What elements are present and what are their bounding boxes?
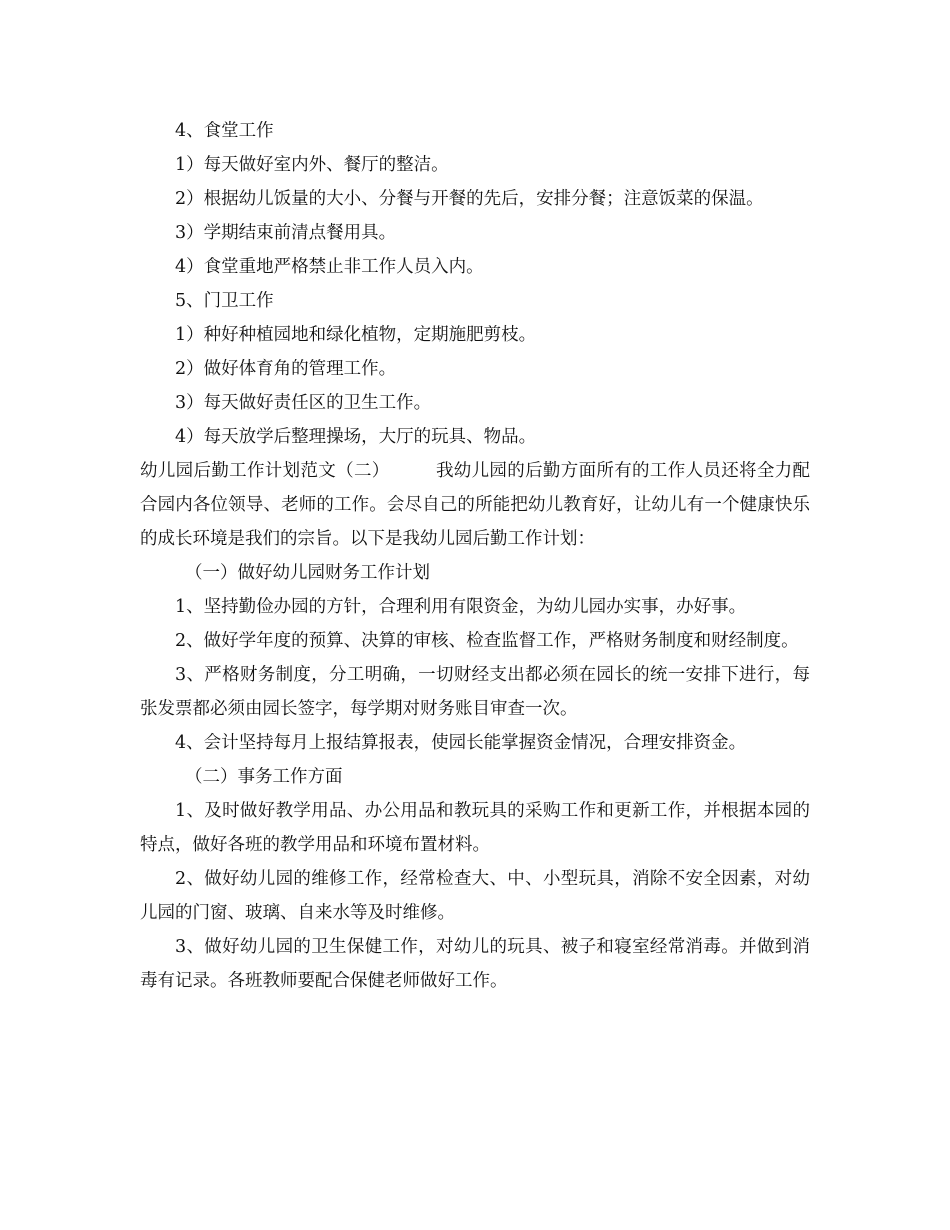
list-item: 1）种好种植园地和绿化植物，定期施肥剪枝。 xyxy=(175,325,537,345)
list-item: 3）每天做好责任区的卫生工作。 xyxy=(175,393,432,413)
list-item: 3、做好幼儿园的卫生保健工作，对幼儿的玩具、被子和寝室经常消毒。并做到消毒有记录。各班教师要配合保健老师做好工作。 xyxy=(140,937,810,991)
list-item: 1、坚持勤俭办园的方针，合理利用有限资金，为幼儿园办实事，办好事。 xyxy=(175,597,747,617)
list-item: 2、做好学年度的预算、决算的审核、检查监督工作，严格财务制度和财经制度。 xyxy=(175,631,799,651)
list-item: 4）每天放学后整理操场，大厅的玩具、物品。 xyxy=(175,427,537,447)
document-body xyxy=(140,114,810,998)
list-item: 2）做好体育角的管理工作。 xyxy=(175,359,397,379)
part2-paragraph xyxy=(140,454,810,556)
list-item: 3）学期结束前清点餐用具。 xyxy=(175,223,397,243)
list-item: 4）食堂重地严格禁止非工作人员入内。 xyxy=(175,257,484,277)
list-item: 3、严格财务制度，分工明确，一切财经支出都必须在园长的统一安排下进行，每张发票都必须由园长签字，每学期对财务账目审查一次。 xyxy=(140,665,810,719)
section-heading-canteen: 4、食堂工作 xyxy=(175,121,274,141)
list-item: 2、做好幼儿园的维修工作，经常检查大、中、小型玩具，消除不安全因素，对幼儿园的门窗、玻璃、自来水等及时维修。 xyxy=(140,869,810,923)
section-heading-gatekeeper: 5、门卫工作 xyxy=(175,291,274,311)
section-heading-affairs: （二）事务工作方面 xyxy=(185,767,343,787)
list-item: 1、及时做好教学用品、办公用品和教玩具的采购工作和更新工作，并根据本园的特点，做好各班的教学用品和环境布置材料。 xyxy=(140,801,810,855)
section-heading-finance: （一）做好幼儿园财务工作计划 xyxy=(185,563,430,583)
list-item: 4、会计坚持每月上报结算报表，使园长能掌握资金情况，合理安排资金。 xyxy=(175,733,747,753)
part2-intro: 我幼儿园的后勤方面所有的工作人员还将全力配合园内各位领导、老师的工作。会尽自己的所能把幼儿教育好，让幼儿有一个健康快乐的成长环境是我们的宗旨。以下是我幼儿园后勤工作计划： xyxy=(140,461,811,549)
list-item: 2）根据幼儿饭量的大小、分餐与开餐的先后，安排分餐；注意饭菜的保温。 xyxy=(175,189,764,209)
part2-title: 幼儿园后勤工作计划范文（二） xyxy=(140,461,390,481)
list-item: 1）每天做好室内外、餐厅的整洁。 xyxy=(175,155,449,175)
